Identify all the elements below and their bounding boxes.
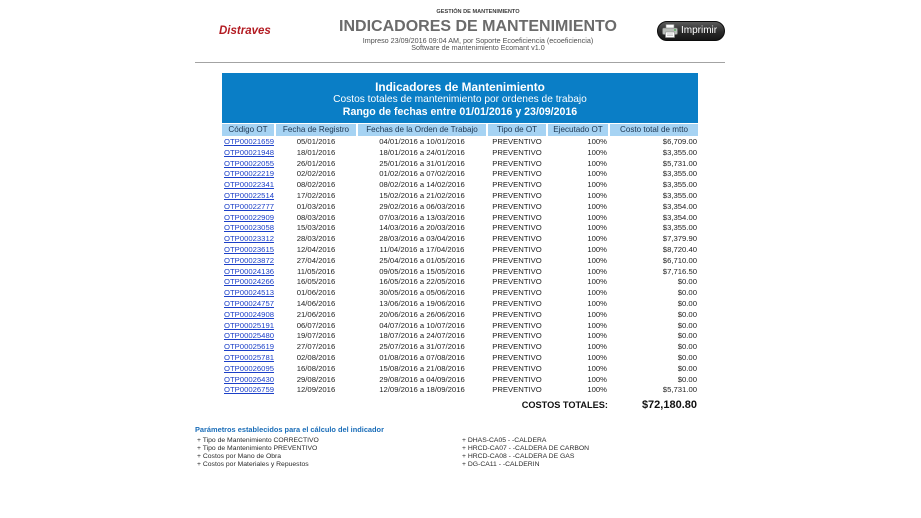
table-row bbox=[222, 364, 698, 375]
table-row bbox=[222, 213, 698, 224]
table-row bbox=[222, 277, 698, 288]
ot-code-cell bbox=[222, 191, 274, 202]
report-subtitle: Costos totales de mantenimiento por ordenes de trabajo bbox=[333, 94, 587, 105]
work-order-date-range: 29/02/2016 a 06/03/2016 bbox=[379, 201, 465, 211]
ot-code-link[interactable]: OTP00023615 bbox=[224, 244, 275, 254]
ot-code-cell bbox=[222, 385, 274, 396]
company-logo: Distraves bbox=[219, 25, 271, 37]
ot-code-link[interactable]: OTP00023872 bbox=[224, 255, 275, 265]
list-item: + DHAS-CA05 - -CALDERA bbox=[462, 437, 547, 444]
executed-percent: 100% bbox=[587, 352, 607, 362]
ot-code-link[interactable]: OTP00026095 bbox=[224, 363, 275, 373]
total-cost: $7,379.90 bbox=[662, 234, 697, 244]
ot-type: PREVENTIVO bbox=[492, 137, 542, 146]
registration-date: 28/03/2016 bbox=[296, 234, 336, 244]
ot-code-cell bbox=[222, 331, 274, 342]
ot-code-cell bbox=[222, 288, 274, 299]
total-cost: $5,731.00 bbox=[662, 385, 697, 395]
work-order-date-range: 11/04/2016 a 17/04/2016 bbox=[379, 244, 465, 254]
ot-type: PREVENTIVO bbox=[492, 320, 542, 330]
table-row bbox=[222, 385, 698, 396]
executed-percent: 100% bbox=[587, 288, 607, 298]
executed-percent: 100% bbox=[587, 244, 607, 254]
total-cost: $0.00 bbox=[677, 331, 697, 341]
table-row bbox=[222, 375, 698, 386]
ot-type: PREVENTIVO bbox=[492, 190, 542, 200]
totals-label: COSTOS TOTALES: bbox=[521, 400, 608, 410]
ot-code-link[interactable]: OTP00022514 bbox=[224, 190, 275, 200]
table-row bbox=[222, 137, 698, 148]
registration-date: 27/07/2016 bbox=[296, 342, 336, 352]
parameters-list-left bbox=[197, 437, 319, 469]
registration-date: 16/08/2016 bbox=[296, 363, 336, 373]
print-button[interactable] bbox=[657, 21, 725, 41]
ot-type: PREVENTIVO bbox=[492, 158, 542, 168]
parameters-heading: Parámetros establecidos para el cálculo del indicador bbox=[195, 425, 384, 434]
ot-code-link[interactable]: OTP00023058 bbox=[224, 223, 275, 233]
total-cost: $6,709.00 bbox=[662, 137, 697, 146]
table-row bbox=[222, 342, 698, 353]
list-item: + Tipo de Mantenimiento CORRECTIVO bbox=[197, 437, 319, 444]
totals-value: $72,180.80 bbox=[641, 399, 697, 411]
parameters-list-right bbox=[462, 437, 589, 469]
table-row bbox=[222, 321, 698, 332]
work-order-date-range: 15/02/2016 a 21/02/2016 bbox=[379, 190, 465, 200]
ot-code-link[interactable]: OTP00022219 bbox=[224, 169, 275, 179]
executed-percent: 100% bbox=[587, 320, 607, 330]
ot-code-cell bbox=[222, 169, 274, 180]
total-cost: $0.00 bbox=[677, 374, 697, 384]
work-order-date-range: 13/06/2016 a 19/06/2016 bbox=[379, 298, 465, 308]
ot-type: PREVENTIVO bbox=[492, 277, 542, 287]
ot-code-cell bbox=[222, 213, 274, 224]
executed-percent: 100% bbox=[587, 169, 607, 179]
registration-date: 14/06/2016 bbox=[296, 298, 336, 308]
total-cost: $6,710.00 bbox=[662, 255, 697, 265]
column-header-date-range: Fechas de la Orden de Trabajo bbox=[358, 124, 486, 136]
ot-code-cell bbox=[222, 223, 274, 234]
executed-percent: 100% bbox=[587, 180, 607, 190]
work-order-date-range: 18/01/2016 a 24/01/2016 bbox=[379, 147, 465, 157]
table-row bbox=[222, 299, 698, 310]
registration-date: 05/01/2016 bbox=[296, 137, 336, 146]
totals-row bbox=[222, 398, 698, 412]
registration-date: 08/02/2016 bbox=[296, 180, 336, 190]
ot-code-cell bbox=[222, 137, 274, 148]
ot-type: PREVENTIVO bbox=[492, 212, 542, 222]
executed-percent: 100% bbox=[587, 331, 607, 341]
ot-code-cell bbox=[222, 245, 274, 256]
table-row bbox=[222, 180, 698, 191]
registration-date: 06/07/2016 bbox=[296, 320, 336, 330]
ot-code-link[interactable]: OTP00024266 bbox=[224, 277, 275, 287]
work-order-date-range: 20/06/2016 a 26/06/2016 bbox=[379, 309, 465, 319]
ot-code-cell bbox=[222, 310, 274, 321]
work-order-date-range: 04/01/2016 a 10/01/2016 bbox=[379, 137, 465, 146]
report-date-range: Rango de fechas entre 01/01/2016 y 23/09/2016 bbox=[342, 106, 578, 118]
executed-percent: 100% bbox=[587, 342, 607, 352]
total-cost: $0.00 bbox=[677, 352, 697, 362]
ot-code-link[interactable]: OTP00025191 bbox=[224, 320, 275, 330]
ot-code-link[interactable]: OTP00021948 bbox=[224, 147, 275, 157]
total-cost: $0.00 bbox=[677, 298, 697, 308]
registration-date: 02/02/2016 bbox=[296, 169, 336, 179]
work-order-date-range: 15/08/2016 a 21/08/2016 bbox=[379, 363, 465, 373]
ot-code-cell bbox=[222, 299, 274, 310]
list-item: + Tipo de Mantenimiento PREVENTIVO bbox=[197, 445, 318, 452]
registration-date: 08/03/2016 bbox=[296, 212, 336, 222]
print-button-label: Imprimir bbox=[681, 25, 718, 36]
ot-code-link[interactable]: OTP00025480 bbox=[224, 331, 275, 341]
executed-percent: 100% bbox=[587, 255, 607, 265]
registration-date: 16/05/2016 bbox=[296, 277, 336, 287]
executed-percent: 100% bbox=[587, 298, 607, 308]
table-row bbox=[222, 353, 698, 364]
ot-code-link[interactable]: OTP00022777 bbox=[224, 201, 275, 211]
ot-code-link[interactable]: OTP00026759 bbox=[224, 385, 275, 395]
ot-code-link[interactable]: OTP00024908 bbox=[224, 309, 275, 319]
total-cost: $3,354.00 bbox=[662, 212, 697, 222]
executed-percent: 100% bbox=[587, 309, 607, 319]
work-order-date-range: 30/05/2016 a 05/06/2016 bbox=[379, 288, 465, 298]
column-header-executed: Ejecutado OT bbox=[548, 124, 608, 136]
ot-type: PREVENTIVO bbox=[492, 374, 542, 384]
printer-icon bbox=[662, 24, 678, 38]
report-title: Indicadores de Mantenimiento bbox=[375, 80, 545, 94]
table-row bbox=[222, 331, 698, 342]
list-item: + HRCD-CA07 - -CALDERA DE CARBON bbox=[462, 445, 590, 452]
software-info: Software de mantenimiento Ecomant v1.0 bbox=[411, 43, 545, 52]
report-header bbox=[222, 73, 698, 123]
table-row bbox=[222, 245, 698, 256]
work-order-date-range: 07/03/2016 a 13/03/2016 bbox=[379, 212, 465, 222]
registration-date: 18/01/2016 bbox=[296, 147, 336, 157]
list-item: + HRCD-CA08 - -CALDERA DE GAS bbox=[462, 453, 575, 460]
total-cost: $5,731.00 bbox=[662, 158, 697, 168]
executed-percent: 100% bbox=[587, 385, 607, 395]
executed-percent: 100% bbox=[587, 190, 607, 200]
work-order-date-range: 25/04/2016 a 01/05/2016 bbox=[379, 255, 465, 265]
ot-code-cell bbox=[222, 277, 274, 288]
ot-code-cell bbox=[222, 353, 274, 364]
total-cost: $3,354.00 bbox=[662, 201, 697, 211]
list-item: + DG-CA11 - -CALDERIN bbox=[462, 461, 540, 468]
column-header-cost: Costo total de mtto bbox=[610, 124, 698, 136]
total-cost: $0.00 bbox=[677, 288, 697, 298]
registration-date: 26/01/2016 bbox=[296, 158, 336, 168]
table-row bbox=[222, 169, 698, 180]
ot-code-link[interactable]: OTP00025781 bbox=[224, 352, 275, 362]
module-title: GESTIÓN DE MANTENIMIENTO bbox=[436, 9, 520, 15]
table-row bbox=[222, 310, 698, 321]
work-order-date-range: 28/03/2016 a 03/04/2016 bbox=[379, 234, 465, 244]
total-cost: $3,355.00 bbox=[662, 180, 697, 190]
table-body bbox=[222, 137, 698, 396]
registration-date: 17/02/2016 bbox=[296, 190, 336, 200]
list-item: + Costos por Mano de Obra bbox=[197, 453, 282, 460]
registration-date: 29/08/2016 bbox=[296, 374, 336, 384]
ot-code-link[interactable]: OTP00025619 bbox=[224, 342, 275, 352]
ot-type: PREVENTIVO bbox=[492, 169, 542, 179]
list-item: + Costos por Materiales y Repuestos bbox=[197, 461, 309, 468]
ot-type: PREVENTIVO bbox=[492, 342, 542, 352]
column-header-code: Código OT bbox=[222, 124, 274, 136]
work-order-date-range: 14/03/2016 a 20/03/2016 bbox=[379, 223, 465, 233]
registration-date: 01/06/2016 bbox=[296, 288, 336, 298]
ot-type: PREVENTIVO bbox=[492, 309, 542, 319]
ot-code-cell bbox=[222, 234, 274, 245]
total-cost: $8,720.40 bbox=[662, 244, 697, 254]
executed-percent: 100% bbox=[587, 266, 607, 276]
registration-date: 27/04/2016 bbox=[296, 255, 336, 265]
ot-code-link[interactable]: OTP00021659 bbox=[224, 137, 275, 146]
ot-type: PREVENTIVO bbox=[492, 363, 542, 373]
printed-info: Impreso 23/09/2016 09:04 AM, por Soporte Ecoeficiencia (ecoeficiencia) bbox=[362, 35, 594, 45]
executed-percent: 100% bbox=[587, 212, 607, 222]
ot-code-cell bbox=[222, 256, 274, 267]
table-row bbox=[222, 159, 698, 170]
page-title: INDICADORES DE MANTENIMIENTO bbox=[339, 18, 617, 35]
total-cost: $0.00 bbox=[677, 277, 697, 287]
work-order-date-range: 09/05/2016 a 15/05/2016 bbox=[379, 266, 465, 276]
ot-code-cell bbox=[222, 364, 274, 375]
ot-code-cell bbox=[222, 202, 274, 213]
table-header-row bbox=[222, 124, 698, 136]
column-header-type: Tipo de OT bbox=[488, 124, 546, 136]
executed-percent: 100% bbox=[587, 137, 607, 146]
ot-code-cell bbox=[222, 267, 274, 278]
work-order-date-range: 16/05/2016 a 22/05/2016 bbox=[379, 277, 465, 287]
table-row bbox=[222, 148, 698, 159]
ot-code-link[interactable]: OTP00023312 bbox=[224, 234, 275, 244]
executed-percent: 100% bbox=[587, 201, 607, 211]
work-order-date-range: 29/08/2016 a 04/09/2016 bbox=[379, 374, 465, 384]
ot-type: PREVENTIVO bbox=[492, 255, 542, 265]
registration-date: 11/05/2016 bbox=[297, 266, 335, 276]
ot-code-cell bbox=[222, 342, 274, 353]
registration-date: 21/06/2016 bbox=[296, 309, 336, 319]
registration-date: 01/03/2016 bbox=[296, 201, 336, 211]
total-cost: $0.00 bbox=[677, 309, 697, 319]
registration-date: 12/04/2016 bbox=[296, 244, 336, 254]
ot-type: PREVENTIVO bbox=[492, 331, 542, 341]
work-order-date-range: 08/02/2016 a 14/02/2016 bbox=[379, 180, 465, 190]
work-order-date-range: 01/08/2016 a 07/08/2016 bbox=[379, 352, 465, 362]
total-cost: $0.00 bbox=[677, 342, 697, 352]
header-divider bbox=[195, 62, 725, 63]
registration-date: 12/09/2016 bbox=[296, 385, 336, 395]
column-header-registered: Fecha de Registro bbox=[276, 124, 356, 136]
work-order-date-range: 01/02/2016 a 07/02/2016 bbox=[379, 169, 465, 179]
table-row bbox=[222, 191, 698, 202]
registration-date: 19/07/2016 bbox=[296, 331, 336, 341]
registration-date: 02/08/2016 bbox=[296, 352, 336, 362]
registration-date: 15/03/2016 bbox=[296, 223, 336, 233]
ot-type: PREVENTIVO bbox=[492, 223, 542, 233]
ot-type: PREVENTIVO bbox=[492, 234, 542, 244]
ot-code-link[interactable]: OTP00022341 bbox=[224, 180, 275, 190]
ot-code-link[interactable]: OTP00022055 bbox=[224, 158, 275, 168]
table-row bbox=[222, 234, 698, 245]
total-cost: $3,355.00 bbox=[662, 223, 697, 233]
total-cost: $3,355.00 bbox=[662, 169, 697, 179]
table-row bbox=[222, 267, 698, 278]
ot-code-link[interactable]: OTP00024136 bbox=[224, 266, 275, 276]
ot-type: PREVENTIVO bbox=[492, 352, 542, 362]
total-cost: $0.00 bbox=[677, 320, 697, 330]
ot-type: PREVENTIVO bbox=[492, 180, 542, 190]
ot-code-link[interactable]: OTP00022909 bbox=[224, 212, 275, 222]
ot-type: PREVENTIVO bbox=[492, 298, 542, 308]
executed-percent: 100% bbox=[587, 363, 607, 373]
ot-type: PREVENTIVO bbox=[492, 385, 542, 395]
ot-code-cell bbox=[222, 375, 274, 386]
ot-type: PREVENTIVO bbox=[492, 288, 542, 298]
table-row bbox=[222, 223, 698, 234]
total-cost: $7,716.50 bbox=[662, 266, 697, 276]
total-cost: $0.00 bbox=[677, 363, 697, 373]
ot-code-link[interactable]: OTP00024757 bbox=[224, 298, 275, 308]
work-order-date-range: 25/07/2016 a 31/07/2016 bbox=[379, 342, 465, 352]
ot-type: PREVENTIVO bbox=[492, 147, 542, 157]
ot-type: PREVENTIVO bbox=[492, 266, 542, 276]
executed-percent: 100% bbox=[587, 277, 607, 287]
table-row bbox=[222, 288, 698, 299]
executed-percent: 100% bbox=[587, 158, 607, 168]
ot-code-cell bbox=[222, 148, 274, 159]
ot-code-link[interactable]: OTP00024513 bbox=[224, 288, 275, 298]
ot-type: PREVENTIVO bbox=[492, 201, 542, 211]
ot-code-cell bbox=[222, 180, 274, 191]
executed-percent: 100% bbox=[587, 223, 607, 233]
ot-code-link[interactable]: OTP00026430 bbox=[224, 374, 275, 384]
executed-percent: 100% bbox=[587, 374, 607, 384]
table-row bbox=[222, 256, 698, 267]
work-order-date-range: 25/01/2016 a 31/01/2016 bbox=[379, 158, 465, 168]
work-order-date-range: 12/09/2016 a 18/09/2016 bbox=[379, 385, 465, 395]
table-row bbox=[222, 202, 698, 213]
total-cost: $3,355.00 bbox=[662, 190, 697, 200]
ot-code-cell bbox=[222, 321, 274, 332]
work-order-date-range: 18/07/2016 a 24/07/2016 bbox=[379, 331, 465, 341]
total-cost: $3,355.00 bbox=[662, 147, 697, 157]
executed-percent: 100% bbox=[587, 234, 607, 244]
executed-percent: 100% bbox=[587, 147, 607, 157]
ot-type: PREVENTIVO bbox=[492, 244, 542, 254]
ot-code-cell bbox=[222, 159, 274, 170]
work-order-date-range: 04/07/2016 a 10/07/2016 bbox=[379, 320, 465, 330]
